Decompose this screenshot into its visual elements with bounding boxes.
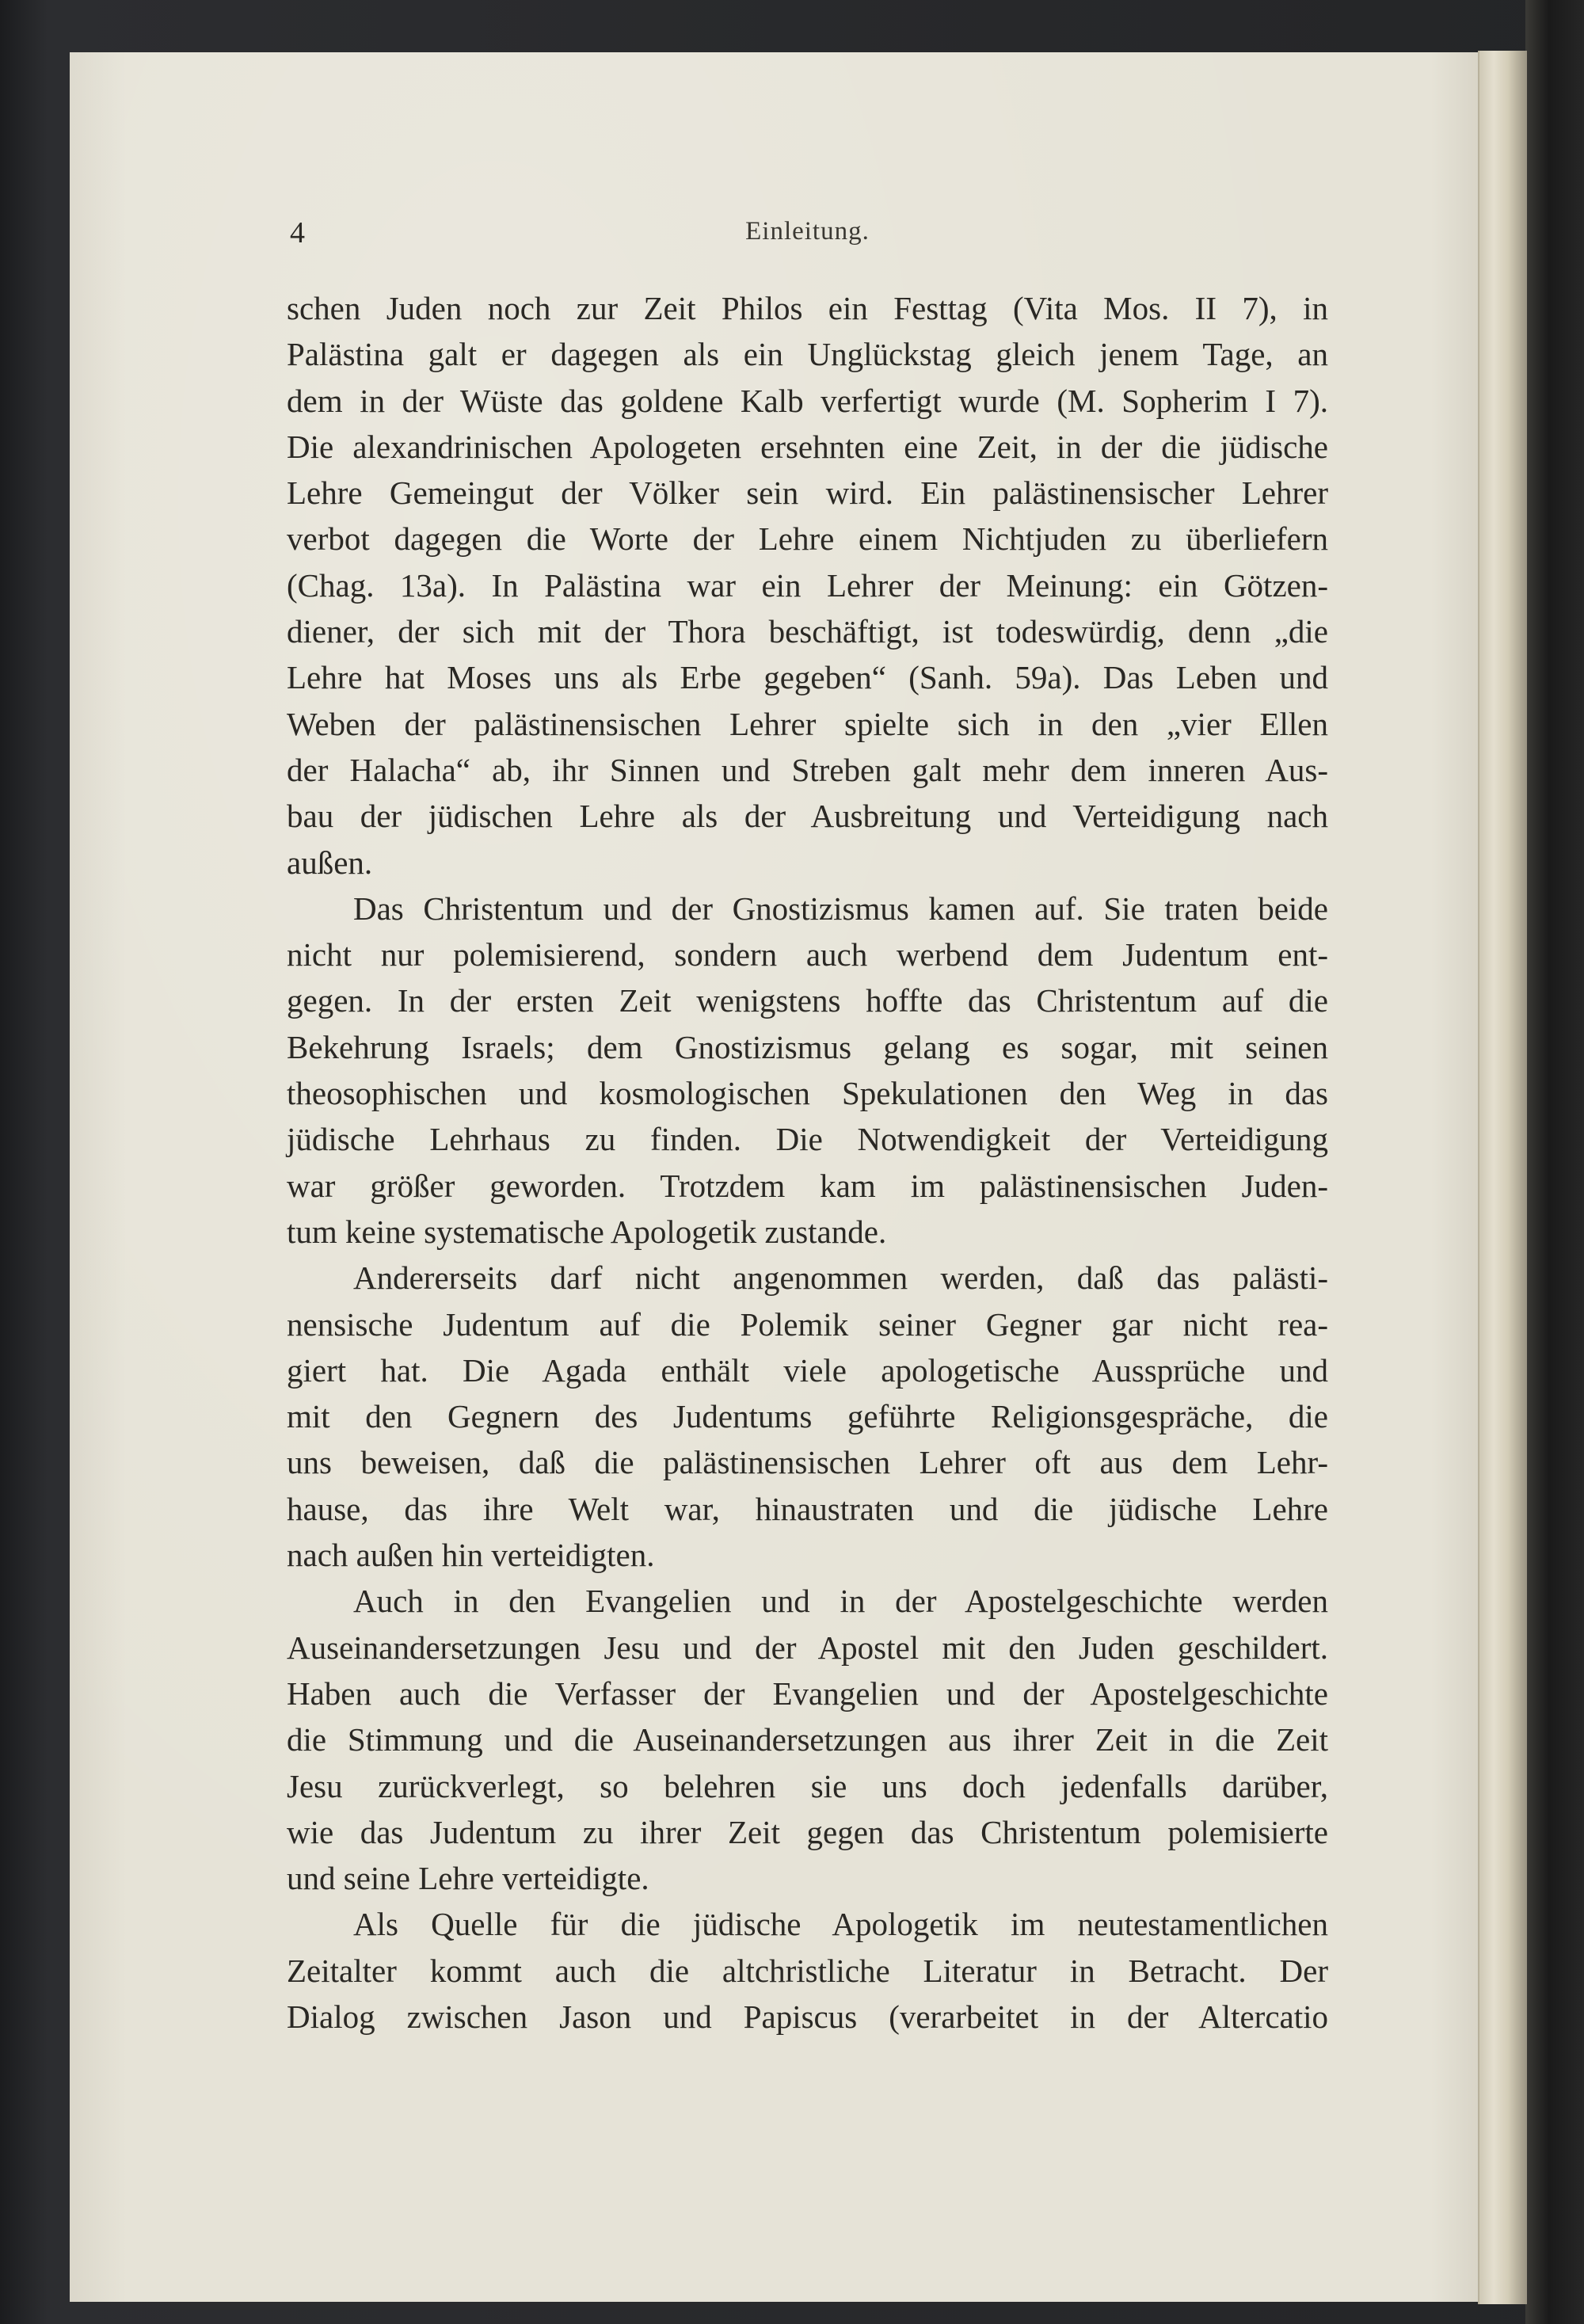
text-line: Jesu zurückverlegt, so belehren sie uns doch jedenfalls darüber, xyxy=(287,1767,1328,1804)
text-line: bau der jüdischen Lehre als der Ausbreitung und Verteidigung nach xyxy=(287,798,1328,835)
text-line: Dialog zwischen Jason und Papiscus (verarbeitet in der Altercatio xyxy=(287,1998,1328,2035)
text-line: uns beweisen, daß die palästinensischen Lehrer oft aus dem Lehr- xyxy=(287,1444,1328,1481)
text-line: Bekehrung Israels; dem Gnostizismus gelang es sogar, mit seinen xyxy=(287,1028,1328,1065)
page-header xyxy=(287,215,1328,255)
text-line: außen. xyxy=(287,844,373,881)
page-number: 4 xyxy=(290,216,305,250)
text-line: Auseinandersetzungen Jesu und der Apostel mit den Juden geschildert. xyxy=(287,1629,1328,1666)
text-line: hause, das ihre Welt war, hinaustraten und die jüdische Lehre xyxy=(287,1490,1328,1527)
text-line: giert hat. Die Agada enthält viele apologetische Aussprüche und xyxy=(287,1351,1328,1389)
text-line: Palästina galt er dagegen als ein Unglückstag gleich jenem Tage, an xyxy=(287,336,1328,373)
text-line: verbot dagegen die Worte der Lehre einem Nichtjuden zu überliefern xyxy=(287,520,1328,558)
text-line: Lehre Gemeingut der Völker sein wird. Ein palästinensischer Lehrer xyxy=(287,474,1328,512)
text-line: Die alexandrinischen Apologeten ersehnten eine Zeit, in der die jüdische xyxy=(287,428,1328,465)
body-text xyxy=(287,285,1328,2040)
text-line: nensische Judentum auf die Polemik seiner Gegner gar nicht rea- xyxy=(287,1305,1328,1343)
text-line: diener, der sich mit der Thora beschäftigt, ist todeswürdig, denn „die xyxy=(287,613,1328,650)
text-line: wie das Judentum zu ihrer Zeit gegen das Christentum polemisierte xyxy=(287,1813,1328,1850)
page-fore-edge xyxy=(1478,51,1527,2304)
text-line: war größer geworden. Trotzdem kam im palästinensischen Juden- xyxy=(287,1167,1328,1204)
text-line: die Stimmung und die Auseinandersetzungen aus ihrer Zeit in die Zeit xyxy=(287,1721,1328,1758)
text-line: nicht nur polemisierend, sondern auch werbend dem Judentum ent- xyxy=(287,936,1328,973)
text-line: jüdische Lehrhaus zu finden. Die Notwendigkeit der Verteidigung xyxy=(287,1121,1328,1158)
text-line: dem in der Wüste das goldene Kalb verfertigt wurde (M. Sopherim I 7). xyxy=(287,382,1328,419)
text-line: Das Christentum und der Gnostizismus kamen auf. Sie traten beide xyxy=(353,890,1328,927)
text-line: Weben der palästinensischen Lehrer spielte sich in den „vier Ellen xyxy=(287,705,1328,742)
book-spine-edge xyxy=(1525,0,1584,2324)
text-line: Haben auch die Verfasser der Evangelien und der Apostelgeschichte xyxy=(287,1674,1328,1712)
text-line: mit den Gegnern des Judentums geführte Religionsgespräche, die xyxy=(287,1398,1328,1435)
text-line: der Halacha“ ab, ihr Sinnen und Streben galt mehr dem inneren Aus- xyxy=(287,751,1328,788)
text-line: Als Quelle für die jüdische Apologetik im neutestamentlichen xyxy=(353,1906,1328,1943)
text-line: (Chag. 13a). In Palästina war ein Lehrer der Meinung: ein Götzen- xyxy=(287,566,1328,604)
text-line: Zeitalter kommt auch die altchristliche Literatur in Betracht. Der xyxy=(287,1952,1328,1989)
running-title: Einleitung. xyxy=(745,217,870,246)
text-line: Andererseits darf nicht angenommen werden, daß das palästi- xyxy=(353,1259,1328,1297)
text-line: tum keine systematische Apologetik zustande. xyxy=(287,1213,887,1250)
text-line: nach außen hin verteidigten. xyxy=(287,1537,655,1574)
text-line: Lehre hat Moses uns als Erbe gegeben“ (Sanh. 59a). Das Leben und xyxy=(287,659,1328,696)
text-line: gegen. In der ersten Zeit wenigstens hoffte das Christentum auf die xyxy=(287,982,1328,1019)
text-line: Auch in den Evangelien und in der Apostelgeschichte werden xyxy=(353,1583,1328,1620)
text-line: schen Juden noch zur Zeit Philos ein Festtag (Vita Mos. II 7), in xyxy=(287,290,1328,326)
text-line: und seine Lehre verteidigte. xyxy=(287,1860,649,1897)
text-line: theosophischen und kosmologischen Spekulationen den Weg in das xyxy=(287,1075,1328,1112)
